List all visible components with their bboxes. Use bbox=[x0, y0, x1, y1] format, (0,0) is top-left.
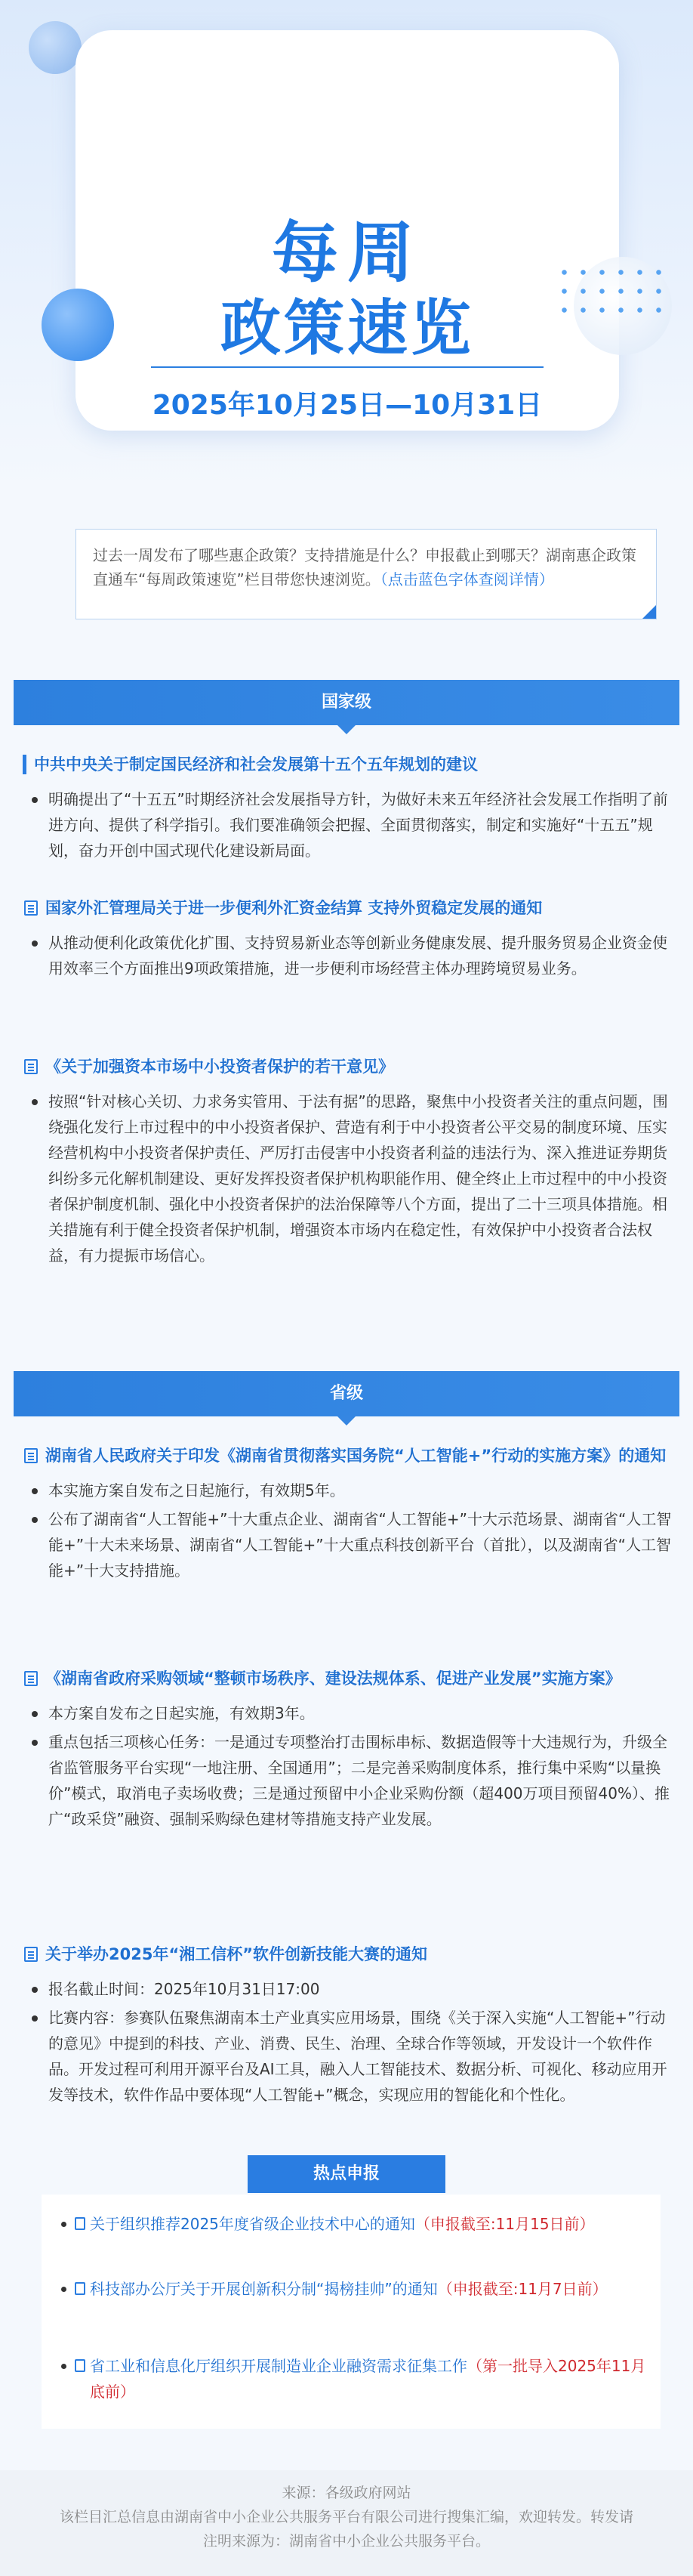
policy-title[interactable]: 《湖南省政府采购领域“整顿市场秩序、建设法规体系、促进产业发展”实施方案》 bbox=[45, 1669, 621, 1688]
footer-note-line1: 该栏目汇总信息由湖南省中小企业公共服务平台有限公司进行搜集汇编，欢迎转发。转发请 bbox=[59, 2509, 633, 2525]
intro-box bbox=[75, 529, 657, 619]
policy-bullet: 重点包括三项核心任务：一是通过专项整治打击围标串标、数据造假等十大违规行为，升级全省监管服务平台实现“一地注册、全国通用”；二是完善采购制度体系，推行集中采购“以量换价”模式，取消电子卖场收费；三是通过预留中小企业采购份额（超400万项目预留40%）、推广“政采贷”融资、强制采购绿色建材等措施支持产业发展。 bbox=[23, 1729, 672, 1832]
policy-bullet: 从推动便利化政策优化扩围、支持贸易新业态等创新业务健康发展、提升服务贸易企业资金使用效率三个方面推出9项政策措施，进一步便利市场经营主体办理跨境贸易业务。 bbox=[23, 930, 672, 981]
document-icon bbox=[75, 2359, 85, 2372]
policy-bullet: 比赛内容：参赛队伍聚焦湖南本土产业真实应用场景，围绕《关于深入实施“人工智能+”行动的意见》中提到的科技、产业、消费、民生、治理、全球合作等领域，开发设计一个软件作品。开发过程可利用开源平台及AI工具，融入人工智能技术、数据分析、可视化、移动应用开发等技术，软件作品中要体现“人工智能+”概念，实现应用的智能化和个性化。 bbox=[23, 2005, 672, 2108]
corner-decor bbox=[642, 605, 656, 619]
document-icon bbox=[75, 2282, 85, 2295]
hot-item-link[interactable] bbox=[57, 2353, 653, 2405]
decor-bubble bbox=[42, 289, 114, 361]
policy-title-link[interactable] bbox=[23, 1443, 672, 1469]
hot-item-title[interactable]: 关于组织推荐2025年度省级企业技术中心的通知 bbox=[90, 2215, 415, 2233]
policy-title[interactable]: 关于举办2025年“湘工信杯”软件创新技能大赛的通知 bbox=[45, 1945, 428, 1963]
decor-dots bbox=[555, 263, 668, 323]
document-icon bbox=[24, 900, 38, 916]
hero-title-line1: 每周 bbox=[271, 214, 423, 292]
hot-item-deadline: （申报截至:11月7日前） bbox=[437, 2280, 608, 2298]
policy-title-link[interactable] bbox=[23, 895, 672, 921]
document-icon bbox=[24, 1671, 38, 1686]
decor-bubble bbox=[29, 21, 82, 74]
policy-title[interactable]: 国家外汇管理局关于进一步便利外汇资金结算 支持外贸稳定发展的通知 bbox=[45, 899, 543, 917]
policy-bullet: 按照“针对核心关切、力求务实管用、于法有据”的思路，聚焦中小投资者关注的重点问题，围绕强化发行上市过程中的中小投资者保护、营造有利于中小投资者公平交易的制度环境、压实经营机构中小投资者保护责任、严厉打击侵害中小投资者利益的违法行为、深入推进证券期货纠纷多元化解机制建设、更好发挥投资者保护机构职能作用、健全终止上市过程中的中小投资者保护制度机制、强化中小投资者保护的法治保障等八个方面，提出了二十三项具体措施。相关措施有利于健全投资者保护机制，增强资本市场内在稳定性，有效保护中小投资者合法权益，有力提振市场信心。 bbox=[23, 1089, 672, 1268]
policy-item bbox=[23, 1443, 672, 1586]
hero-divider bbox=[151, 366, 544, 368]
policy-bullet: 本方案自发布之日起实施，有效期3年。 bbox=[23, 1700, 672, 1726]
policy-title[interactable]: 《关于加强资本市场中小投资者保护的若干意见》 bbox=[45, 1058, 394, 1076]
hot-list bbox=[42, 2195, 661, 2429]
policy-title-link[interactable] bbox=[23, 752, 672, 777]
intro-link[interactable]: （点击蓝色字体查阅详情） bbox=[380, 570, 554, 588]
hot-item-link[interactable] bbox=[57, 2211, 653, 2237]
title-marker bbox=[23, 755, 26, 774]
hero-date-range: 2025年10月25日—10月31日 bbox=[152, 390, 543, 421]
hot-item-link[interactable] bbox=[57, 2276, 653, 2302]
hot-item-title[interactable]: 科技部办公厅关于开展创新积分制“揭榜挂帅”的通知 bbox=[90, 2280, 438, 2298]
hot-item-deadline: （第一批导入2025年11月底前） bbox=[90, 2357, 646, 2401]
footer bbox=[0, 2470, 693, 2576]
hero-banner bbox=[0, 0, 693, 491]
policy-title-link[interactable] bbox=[23, 1941, 672, 1967]
policy-title-link[interactable] bbox=[23, 1666, 672, 1691]
policy-item bbox=[23, 895, 672, 984]
document-icon bbox=[24, 1947, 38, 1962]
policy-item bbox=[23, 752, 672, 866]
policy-bullet: 报名截止时间：2025年10月31日17:00 bbox=[23, 1976, 672, 2002]
policy-title[interactable]: 中共中央关于制定国民经济和社会发展第十五个五年规划的建议 bbox=[34, 755, 478, 774]
document-icon bbox=[75, 2217, 85, 2230]
hot-header: 热点申报 bbox=[248, 2155, 445, 2193]
footer-note-line2: 注明来源为：湖南省中小企业公共服务平台。 bbox=[202, 2533, 490, 2550]
footer-source: 来源：各级政府网站 bbox=[282, 2485, 411, 2501]
policy-bullet: 本实施方案自发布之日起施行，有效期5年。 bbox=[23, 1478, 672, 1503]
hot-item-deadline: （申报截至:11月15日前） bbox=[414, 2215, 595, 2233]
policy-bullet: 公布了湖南省“人工智能+”十大重点企业、湖南省“人工智能+”十大示范场景、湖南省“人工智能+”十大未来场景、湖南省“人工智能+”十大重点科技创新平台（首批），以及湖南省“人工智能+”十大支持措施。 bbox=[23, 1506, 672, 1583]
section-national: 国家级 bbox=[14, 680, 679, 725]
policy-bullet: 明确提出了“十五五”时期经济社会发展指导方针，为做好未来五年经济社会发展工作指明了前进方向、提供了科学指引。我们要准确领会把握、全面贯彻落实，制定和实施好“十五五”规划，奋力开创中国式现代化建设新局面。 bbox=[23, 786, 672, 863]
hero-card bbox=[75, 30, 619, 431]
policy-item bbox=[23, 1054, 672, 1271]
document-icon bbox=[24, 1448, 38, 1463]
policy-title-link[interactable] bbox=[23, 1054, 672, 1080]
hero-title-line2: 政策速览 bbox=[220, 293, 474, 363]
document-icon bbox=[24, 1059, 38, 1074]
section-provincial: 省级 bbox=[14, 1371, 679, 1416]
policy-item bbox=[23, 1666, 672, 1835]
hot-item-title[interactable]: 省工业和信息化厅组织开展制造业企业融资需求征集工作 bbox=[90, 2357, 467, 2375]
policy-item bbox=[23, 1941, 672, 2111]
policy-title[interactable]: 湖南省人民政府关于印发《湖南省贯彻落实国务院“人工智能+”行动的实施方案》的通知 bbox=[45, 1447, 667, 1465]
intro-text: 过去一周发布了哪些惠企政策？支持措施是什么？申报截止到哪天？湖南惠企政策直通车“每周政策速览”栏目带您快速浏览。 bbox=[93, 546, 636, 588]
